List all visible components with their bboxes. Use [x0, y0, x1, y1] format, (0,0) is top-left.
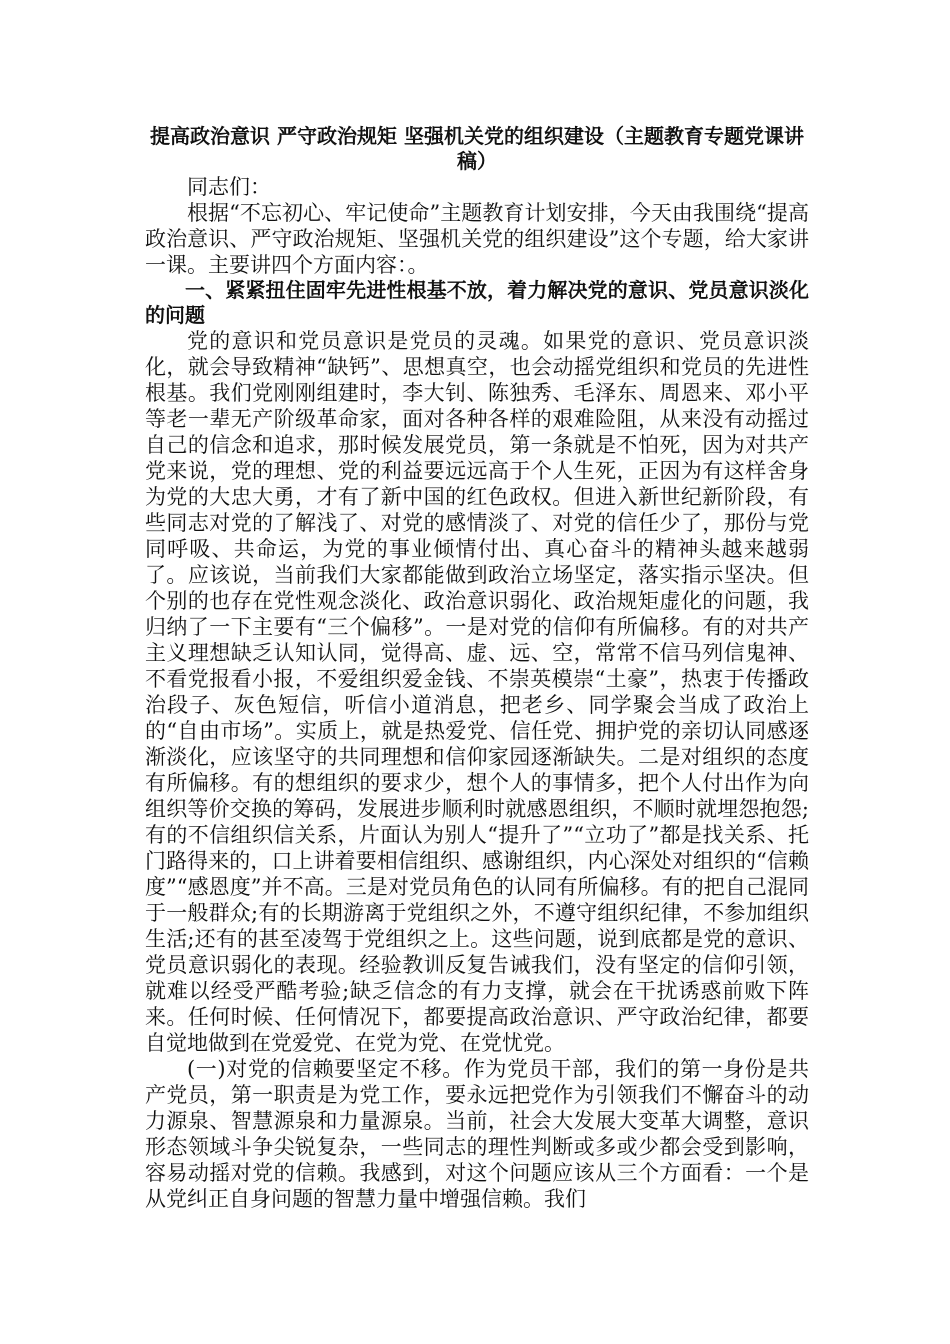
- section-1-body: 党的意识和党员意识是党员的灵魂。如果党的意识、党员意识淡化，就会导致精神“缺钙”、思想真空，也会动摇党组织和党员的先进性根基。我们党刚刚组建时，李大钊、陈独秀、毛泽东、周恩来、邓小平等老一辈无产阶级革命家，面对各种各样的艰难险阻，从来没有动摇过自己的信念和追求，那时候发展党员，第一条就是不怕死，因为对共产党来说，党的理想、党的利益要远远高于个人生死，正因为有这样舍身为党的大忠大勇，才有了新中国的红色政权。但进入新世纪新阶段，有些同志对党的了解浅了、对党的感情淡了、对党的信任少了，那份与党同呼吸、共命运，为党的事业倾情付出、真心奋斗的精神头越来越弱了。应该说，当前我们大家都能做到政治立场坚定，落实指示坚决。但个别的也存在党性观念淡化、政治意识弱化、政治规矩虚化的问题，我归纳了一下主要有“三个偏移”。一是对党的信仰有所偏移。有的对共产主义理想缺乏认知认同，觉得高、虚、远、空，常常不信马列信鬼神、不看党报看小报，不爱组织爱金钱、不崇英模崇“土豪”，热衷于传播政治段子、灰色短信，听信小道消息，把老乡、同学聚会当成了政治上的“自由市场”。实质上，就是热爱党、信任党、拥护党的亲切认同感逐渐淡化，应该坚守的共同理想和信仰家园逐渐缺失。二是对组织的态度有所偏移。有的想组织的要求少，想个人的事情多，把个人付出作为向组织等价交换的筹码，发展进步顺利时就感恩组织，不顺时就埋怨抱怨;有的不信组织信关系，片面认为别人“提升了”“立功了”都是找关系、托门路得来的，口上讲着要相信组织、感谢组织，内心深处对组织的“信赖度”“感恩度”并不高。三是对党员角色的认同有所偏移。有的把自己混同于一般群众;有的长期游离于党组织之外，不遵守组织纪律，不参加组织生活;还有的甚至凌驾于党组织之上。这些问题，说到底都是党的意识、党员意识弱化的表现。经验教训反复告诫我们，没有坚定的信仰引领，就难以经受严酷考验;缺乏信念的有力支撑，就会在干扰诱惑前败下阵来。任何时候、任何情况下，都要提高政治意识、严守政治纪律，都要自觉地做到在党爱党、在党为党、在党忧党。: [145, 329, 809, 1055]
- document-title: 提高政治意识 严守政治规矩 坚强机关党的组织建设（主题教育专题党课讲稿）: [150, 124, 804, 173]
- subsection-1-body: (一)对党的信赖要坚定不移。作为党员干部，我们的第一身份是共产党员，第一职责是为党工作，要永远把党作为引领我们不懈奋斗的动力源泉、智慧源泉和力量源泉。当前，社会大发展大变革大调整，意识形态领域斗争尖锐复杂，一些同志的理性判断或多或少都会受到影响，容易动摇对党的信赖。我感到，对这个问题应该从三个方面看：一个是从党纠正自身问题的智慧力量中增强信赖。我们: [145, 1057, 809, 1211]
- intro-paragraph: 根据“不忘初心、牢记使命”主题教育计划安排，今天由我围绕“提高政治意识、严守政治规矩、坚强机关党的组织建设”这个专题，给大家讲一课。主要讲四个方面内容：。: [145, 201, 809, 277]
- greeting: 同志们：: [187, 175, 271, 199]
- document-page: [145, 124, 809, 1212]
- section-heading-1: 一、紧紧扭住固牢先进性根基不放，着力解决党的意识、党员意识淡化的问题: [145, 278, 809, 327]
